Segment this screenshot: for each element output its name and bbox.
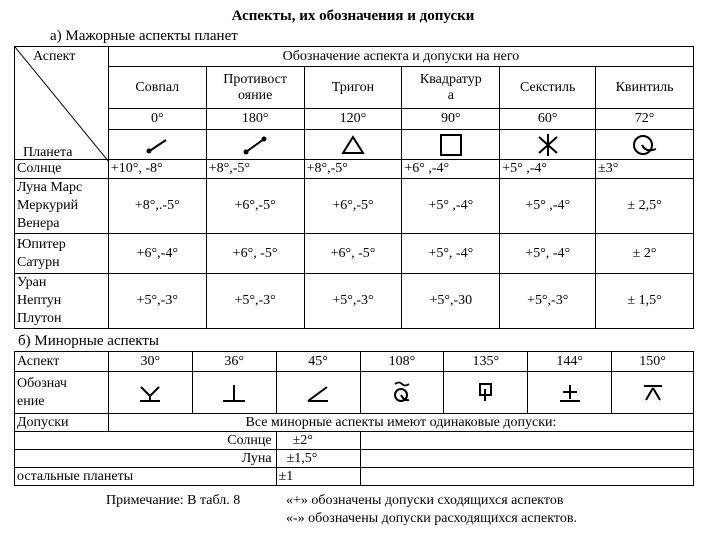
quintile-icon xyxy=(596,130,694,160)
tolerance-cell: +5°,-30 xyxy=(402,274,500,329)
note-line-1: «+» обозначены допуски сходящихся аспектов xyxy=(286,493,564,508)
empty-cell xyxy=(360,432,694,450)
note-line-2: «-» обозначены допуски расходящихся аспектов. xyxy=(286,511,577,526)
opposition-icon xyxy=(206,130,304,160)
tolerance-cell: ±3° xyxy=(596,160,694,179)
minor-tolerance-text: Все минорные аспекты имеют одинаковые допуски: xyxy=(108,414,693,432)
planet-label: Юпитер Сатурн xyxy=(15,234,109,274)
header-group: Обозначение аспекта и допуски на него xyxy=(108,47,693,67)
tolerance-cell: +6°, -5° xyxy=(304,234,402,274)
major-subtitle: а) Мажорные аспекты планет xyxy=(50,28,238,44)
empty-cell xyxy=(360,468,694,486)
aspect-name: Противост ояние xyxy=(206,67,304,109)
table-row xyxy=(15,160,694,179)
tolerance-cell: +6°,-5° xyxy=(304,179,402,234)
aspect-name: Совпал xyxy=(108,67,206,109)
semisextile-icon xyxy=(108,372,192,414)
sesquiquadrate-icon xyxy=(444,372,528,414)
minor-degree: 45° xyxy=(276,352,360,372)
aspect-degree: 90° xyxy=(402,109,500,130)
aspect-degree: 180° xyxy=(206,109,304,130)
tolerance-cell: ± 2,5° xyxy=(596,179,694,234)
tolerance-cell: +6°,-4° xyxy=(108,234,206,274)
minor-aspects-table xyxy=(14,351,694,486)
minor-subtitle: б) Минорные аспекты xyxy=(18,333,160,349)
moon-value: ±1,5° xyxy=(276,450,360,468)
planet-label: Луна Марс Меркурий Венера xyxy=(15,179,109,234)
tolerance-cell: ± 1,5° xyxy=(596,274,694,329)
minor-degree: 144° xyxy=(528,352,612,372)
aspect-degree: 120° xyxy=(304,109,402,130)
moon-label: Луна xyxy=(15,450,277,468)
planet-label: Уран Нептун Плутон xyxy=(15,274,109,329)
tolerance-cell: +8°,-5° xyxy=(304,160,402,179)
biquintile-icon xyxy=(528,372,612,414)
table-row xyxy=(15,274,694,329)
planet-label: Солнце xyxy=(15,160,109,179)
table-row xyxy=(15,179,694,234)
minor-symbol-label: Обознач ение xyxy=(15,372,109,414)
header-planet-label: Планета xyxy=(23,145,73,160)
table-row xyxy=(15,234,694,274)
minor-degree: 135° xyxy=(444,352,528,372)
tolerance-cell: +5° ,-4° xyxy=(500,179,596,234)
quincunx-icon xyxy=(612,372,694,414)
aspect-name: Квинтиль xyxy=(596,67,694,109)
empty-cell xyxy=(360,450,694,468)
minor-tolerance-label: Допуски xyxy=(15,414,109,432)
header-aspect-label: Аспект xyxy=(33,49,76,64)
tolerance-cell: +5° ,-4° xyxy=(402,179,500,234)
aspect-name: Тригон xyxy=(304,67,402,109)
tolerance-cell: +5° ,-4° xyxy=(500,160,596,179)
tolerance-cell: +6° ,-4° xyxy=(402,160,500,179)
tolerance-cell: +10°, -8° xyxy=(108,160,206,179)
minor-degree: 36° xyxy=(192,352,276,372)
tolerance-cell: +5°, -4° xyxy=(402,234,500,274)
aspect-name: Секстиль xyxy=(500,67,596,109)
minor-degree: 108° xyxy=(360,352,444,372)
page-title: Аспекты, их обозначения и допуски xyxy=(231,8,475,24)
tolerance-cell: +5°,-3° xyxy=(304,274,402,329)
decile-icon xyxy=(192,372,276,414)
others-label: остальные планеты xyxy=(15,468,277,486)
others-value: ±1 xyxy=(276,468,360,486)
tolerance-cell: +8°,.-5° xyxy=(108,179,206,234)
tolerance-cell: +6°, -5° xyxy=(206,234,304,274)
header-corner-cell xyxy=(15,47,109,160)
tolerance-cell: ± 2° xyxy=(596,234,694,274)
conjunction-icon xyxy=(108,130,206,160)
tolerance-cell: +8°,-5° xyxy=(206,160,304,179)
minor-aspect-label: Аспект xyxy=(15,352,109,372)
aspect-degree: 60° xyxy=(500,109,596,130)
tolerance-cell: +5°, -4° xyxy=(500,234,596,274)
aspect-degree: 0° xyxy=(108,109,206,130)
tolerance-cell: +5°,-3° xyxy=(206,274,304,329)
minor-degree: 150° xyxy=(612,352,694,372)
tolerance-cell: +6°,-5° xyxy=(206,179,304,234)
note-label: Примечание: В табл. 8 xyxy=(106,493,241,508)
major-aspects-table xyxy=(14,46,694,329)
trine-icon xyxy=(304,130,402,160)
sun-value: ±2° xyxy=(276,432,360,450)
sun-label: Солнце xyxy=(15,432,277,450)
square-icon xyxy=(402,130,500,160)
aspect-degree: 72° xyxy=(596,109,694,130)
tridecile-icon xyxy=(360,372,444,414)
tolerance-cell: +5°,-3° xyxy=(108,274,206,329)
minor-degree: 30° xyxy=(108,352,192,372)
aspect-name: Квадратур а xyxy=(402,67,500,109)
semisquare-icon xyxy=(276,372,360,414)
tolerance-cell: +5°,-3° xyxy=(500,274,596,329)
sextile-icon xyxy=(500,130,596,160)
